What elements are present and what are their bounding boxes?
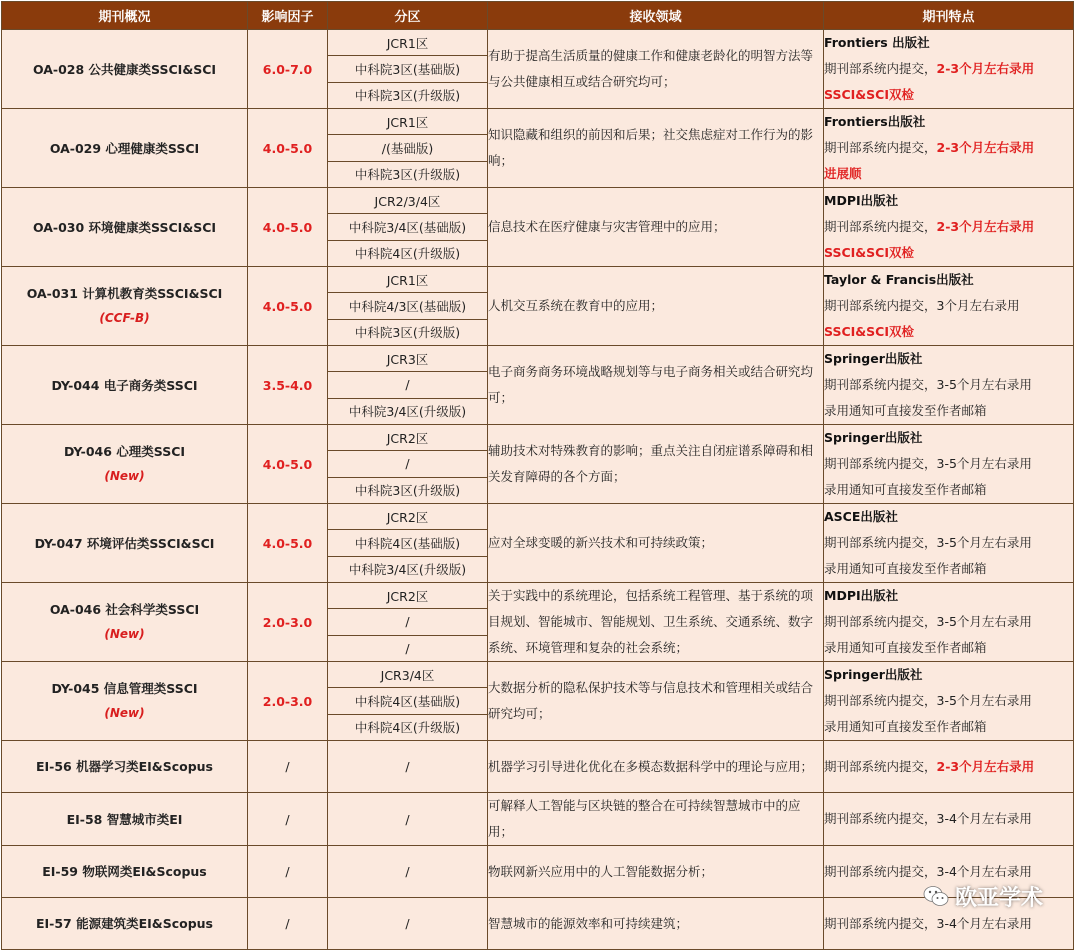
features-cell	[824, 425, 1074, 504]
zone-cell: 中科院3区(基础版)	[328, 56, 488, 82]
extra-note: 录用通知可直接发至作者邮箱	[824, 482, 987, 497]
review-text: 期刊部系统内提交，3-4个月左右录用	[824, 811, 1032, 826]
features-cell	[824, 662, 1074, 741]
field-cell: 应对全球变暖的新兴技术和可持续政策；	[488, 504, 824, 583]
field-cell: 信息技术在医疗健康与灾害管理中的应用；	[488, 188, 824, 267]
field-cell: 知识隐藏和组织的前因和后果；社交焦虑症对工作行为的影响；	[488, 109, 824, 188]
impact-factor: 4.0-5.0	[248, 188, 328, 267]
zone-cell: 中科院3区(升级版)	[328, 477, 488, 503]
publisher: Springer出版社	[824, 351, 923, 366]
features-cell	[824, 741, 1074, 793]
extra-note: 录用通知可直接发至作者邮箱	[824, 640, 987, 655]
extra-note: 录用通知可直接发至作者邮箱	[824, 719, 987, 734]
publisher: Springer出版社	[824, 430, 923, 445]
zone-cell: 中科院4/3区(基础版)	[328, 293, 488, 319]
zone-cell: /	[328, 635, 488, 661]
zone-cell: 中科院3区(升级版)	[328, 82, 488, 108]
field-cell: 智慧城市的能源效率和可持续建筑；	[488, 898, 824, 950]
journal-name: OA-030 环境健康类SSCI&SCI	[32, 219, 217, 235]
impact-factor: 4.0-5.0	[248, 109, 328, 188]
features-cell	[824, 188, 1074, 267]
zone-cell: /	[328, 846, 488, 898]
wechat-icon	[923, 884, 949, 908]
features-cell	[824, 583, 1074, 662]
journal-name-cell	[2, 346, 248, 425]
table-row	[2, 109, 1074, 135]
header-field: 接收领域	[488, 2, 824, 30]
journal-name-cell	[2, 425, 248, 504]
journal-name: EI-58 智慧城市类EI	[2, 793, 248, 846]
zone-cell: JCR3/4区	[328, 662, 488, 688]
impact-factor: 4.0-5.0	[248, 504, 328, 583]
journal-name-cell	[2, 30, 248, 109]
zone-cell: 中科院3/4区(升级版)	[328, 556, 488, 582]
field-cell: 机器学习引导进化优化在多模态数据科学中的理论与应用；	[488, 741, 824, 793]
table-row	[2, 346, 1074, 372]
review-text: 期刊部系统内提交，3-5个月左右录用	[824, 693, 1032, 708]
impact-factor: 2.0-3.0	[248, 583, 328, 662]
review-text: 期刊部系统内提交，3-4个月左右录用	[824, 863, 1032, 879]
impact-factor: /	[248, 898, 328, 950]
publisher: Springer出版社	[824, 667, 923, 682]
review-line	[824, 293, 1073, 319]
zone-cell: /	[328, 372, 488, 398]
journal-name-cell	[2, 267, 248, 346]
journal-name: DY-046 心理类SSCI	[63, 444, 186, 459]
features-cell	[824, 267, 1074, 346]
extra-note: 录用通知可直接发至作者邮箱	[824, 403, 987, 418]
review-highlight: 2-3个月左右录用	[936, 758, 1035, 774]
impact-factor: 3.5-4.0	[248, 346, 328, 425]
review-text: 期刊部系统内提交，3个月左右录用	[824, 298, 1020, 313]
review-line	[824, 56, 1073, 82]
extra-note: SSCI&SCI双检	[824, 87, 914, 102]
zone-cell: 中科院4区(升级版)	[328, 714, 488, 740]
publisher: Taylor & Francis出版社	[824, 272, 974, 287]
review-line	[824, 135, 1073, 161]
header-zone: 分区	[328, 2, 488, 30]
review-text: 期刊部系统内提交，3-5个月左右录用	[824, 377, 1032, 392]
journal-name: EI-56 机器学习类EI&Scopus	[2, 741, 248, 793]
field-cell: 关于实践中的系统理论，包括系统工程管理、基于系统的项目规划、智能城市、智能规划、卫生系统、交通系统、数字系统、环境管理和复杂的社会系统；	[488, 583, 824, 662]
zone-cell: JCR2区	[328, 425, 488, 451]
review-line	[824, 688, 1073, 714]
zone-cell: /	[328, 793, 488, 846]
table-row	[2, 793, 1074, 846]
impact-factor: 2.0-3.0	[248, 662, 328, 741]
review-line	[824, 451, 1073, 477]
zone-cell: /	[328, 898, 488, 950]
review-text: 期刊部系统内提交，3-5个月左右录用	[824, 535, 1032, 550]
publisher: MDPI出版社	[824, 588, 899, 603]
header-row	[2, 2, 1074, 30]
journal-name-cell	[2, 662, 248, 741]
impact-factor: /	[248, 846, 328, 898]
journal-name-cell	[2, 188, 248, 267]
zone-cell: 中科院3/4区(基础版)	[328, 214, 488, 240]
journal-table	[1, 1, 1074, 950]
journal-name: DY-047 环境评估类SSCI&SCI	[34, 535, 215, 551]
publisher: ASCE出版社	[824, 509, 898, 524]
review-line	[824, 609, 1073, 635]
field-cell: 可解释人工智能与区块链的整合在可持续智慧城市中的应用；	[488, 793, 824, 846]
watermark	[923, 878, 1043, 914]
features-cell	[824, 109, 1074, 188]
journal-name-cell	[2, 504, 248, 583]
zone-cell: 中科院3区(升级版)	[328, 161, 488, 187]
impact-factor: /	[248, 793, 328, 846]
table-row	[2, 583, 1074, 609]
review-text: 期刊部系统内提交，	[824, 61, 937, 76]
journal-name: DY-044 电子商务类SSCI	[51, 377, 198, 393]
review-text: 期刊部系统内提交，	[824, 219, 937, 234]
journal-tag: (CCF-B)	[99, 311, 150, 325]
journal-tag: (New)	[104, 706, 145, 720]
field-cell: 有助于提高生活质量的健康工作和健康老龄化的明智方法等与公共健康相互或结合研究均可；	[488, 30, 824, 109]
review-line	[824, 214, 1073, 240]
zone-cell: JCR2/3/4区	[328, 188, 488, 214]
journal-tag: (New)	[104, 469, 145, 483]
review-text: 期刊部系统内提交，3-5个月左右录用	[824, 614, 1032, 629]
zone-cell: JCR2区	[328, 583, 488, 609]
header-impact-factor: 影响因子	[248, 2, 328, 30]
field-cell: 人机交互系统在教育中的应用；	[488, 267, 824, 346]
field-cell: 电子商务商务环境战略规划等与电子商务相关或结合研究均可；	[488, 346, 824, 425]
features-cell	[824, 793, 1074, 846]
impact-factor: 4.0-5.0	[248, 267, 328, 346]
review-text: 期刊部系统内提交，3-5个月左右录用	[824, 456, 1032, 471]
review-line	[824, 372, 1073, 398]
review-line	[824, 911, 1073, 937]
journal-name: OA-046 社会科学类SSCI	[49, 602, 200, 617]
zone-cell: 中科院3/4区(升级版)	[328, 398, 488, 424]
zone-cell: /	[328, 609, 488, 635]
review-highlight: 2-3个月左右录用	[936, 61, 1035, 76]
table-row	[2, 898, 1074, 950]
features-cell	[824, 30, 1074, 109]
zone-cell: JCR3区	[328, 346, 488, 372]
publisher: MDPI出版社	[824, 193, 899, 208]
review-highlight: 2-3个月左右录用	[936, 219, 1035, 234]
zone-cell: 中科院4区(升级版)	[328, 240, 488, 266]
journal-name: EI-59 物联网类EI&Scopus	[2, 846, 248, 898]
field-cell: 辅助技术对特殊教育的影响；重点关注自闭症谱系障碍和相关发育障碍的各个方面；	[488, 425, 824, 504]
extra-note: SSCI&SCI双检	[824, 245, 914, 260]
zone-cell: JCR1区	[328, 109, 488, 135]
review-text: 期刊部系统内提交，	[824, 758, 937, 774]
journal-name: DY-045 信息管理类SSCI	[51, 681, 198, 696]
table-row	[2, 741, 1074, 793]
field-cell: 大数据分析的隐私保护技术等与信息技术和管理相关或结合研究均可；	[488, 662, 824, 741]
extra-note: SSCI&SCI双检	[824, 324, 914, 339]
zone-cell: JCR1区	[328, 267, 488, 293]
review-text: 期刊部系统内提交，3-4个月左右录用	[824, 915, 1032, 931]
table-row	[2, 662, 1074, 688]
table-row	[2, 30, 1074, 56]
field-cell: 物联网新兴应用中的人工智能数据分析；	[488, 846, 824, 898]
zone-cell: 中科院4区(基础版)	[328, 530, 488, 556]
zone-cell: JCR2区	[328, 504, 488, 530]
extra-note: 进展顺	[824, 166, 862, 181]
table-row	[2, 846, 1074, 898]
impact-factor: 6.0-7.0	[248, 30, 328, 109]
features-cell	[824, 346, 1074, 425]
zone-cell: /	[328, 741, 488, 793]
zone-cell: JCR1区	[328, 30, 488, 56]
review-line	[824, 806, 1073, 832]
zone-cell: /(基础版)	[328, 135, 488, 161]
journal-name: OA-029 心理健康类SSCI	[49, 140, 200, 156]
header-overview: 期刊概况	[2, 2, 248, 30]
table-row	[2, 425, 1074, 451]
impact-factor: 4.0-5.0	[248, 425, 328, 504]
journal-name: EI-57 能源建筑类EI&Scopus	[2, 898, 248, 950]
zone-cell: /	[328, 451, 488, 477]
watermark-text: 欧亚学术	[954, 885, 1043, 911]
journal-name: OA-031 计算机教育类SSCI&SCI	[26, 286, 223, 301]
journal-tag: (New)	[104, 627, 145, 641]
table-row	[2, 267, 1074, 293]
zone-cell: 中科院4区(基础版)	[328, 688, 488, 714]
impact-factor: /	[248, 741, 328, 793]
features-cell	[824, 504, 1074, 583]
journal-name: OA-028 公共健康类SSCI&SCI	[32, 61, 217, 77]
table-row	[2, 188, 1074, 214]
journal-name-cell	[2, 583, 248, 662]
header-features: 期刊特点	[824, 2, 1074, 30]
review-line	[824, 754, 1073, 780]
extra-note: 录用通知可直接发至作者邮箱	[824, 561, 987, 576]
review-text: 期刊部系统内提交，	[824, 140, 937, 155]
table-row	[2, 504, 1074, 530]
journal-name-cell	[2, 109, 248, 188]
zone-cell: 中科院3区(升级版)	[328, 319, 488, 345]
review-line	[824, 530, 1073, 556]
publisher: Frontiers出版社	[824, 114, 926, 129]
review-highlight: 2-3个月左右录用	[936, 140, 1035, 155]
publisher: Frontiers 出版社	[824, 35, 930, 50]
